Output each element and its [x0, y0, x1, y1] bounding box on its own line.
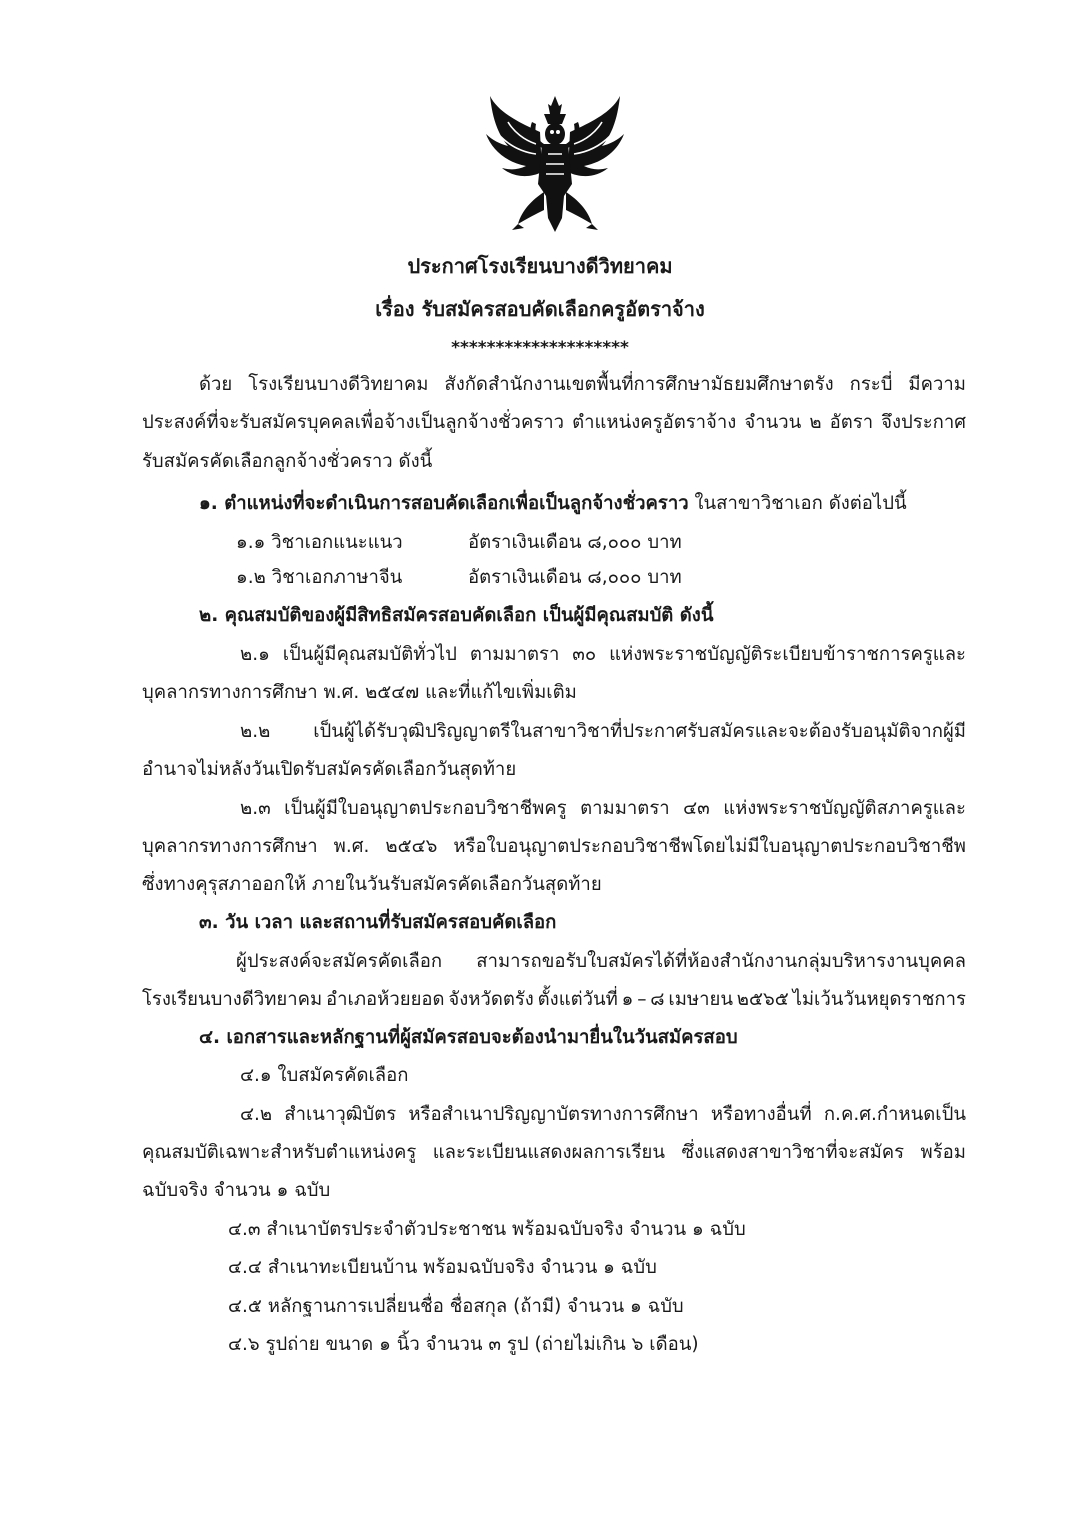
word: ๒๕๖๕ — [736, 989, 789, 1010]
word: เป็นผู้มีใบอนุญาตประกอบวิชาชีพครู — [284, 798, 567, 819]
word: ๔.๒ — [240, 1104, 273, 1125]
section-4-item-2-line-2 — [142, 1141, 966, 1165]
word: คุณสมบัติเฉพาะสำหรับตำแหน่งครู — [142, 1142, 417, 1163]
garuda-emblem-icon — [478, 92, 632, 240]
word: ๒.๓ — [240, 798, 271, 819]
intro-line-1 — [199, 373, 966, 397]
word: ตามมาตรา — [469, 644, 560, 665]
word: มีความ — [908, 374, 966, 395]
word: ๘ — [650, 989, 665, 1010]
word: สามารถขอรับใบสมัครได้ที่ห้องสำนักงานกลุ่มบริหารงานบุคคล — [476, 951, 966, 972]
word: จำนวน — [744, 412, 802, 433]
word: ๒๕๔๖ — [385, 836, 438, 857]
word: หรือสำเนาปริญญาบัตรทางการศึกษา — [408, 1104, 699, 1125]
section-4-item-1: ๔.๑ ใบสมัครคัดเลือก — [240, 1065, 409, 1086]
section-3-line-1 — [236, 950, 966, 974]
word: บุคลากรทางการศึกษา — [142, 836, 318, 857]
section-2-1-line-2: บุคลากรทางการศึกษา พ.ศ. ๒๕๔๗ และที่แก้ไขเพิ่มเติม — [142, 682, 577, 703]
word: หรือใบอนุญาตประกอบวิชาชีพโดยไม่มีใบอนุญาตประกอบวิชาชีพ — [453, 836, 966, 857]
section-4-item-4: ๔.๔ สำเนาทะเบียนบ้าน พร้อมฉบับจริง จำนวน ๑ ฉบับ — [228, 1257, 657, 1278]
word: ประสงค์ที่จะรับสมัครบุคคลเพื่อจ้างเป็นลูกจ้างชั่วคราว — [142, 412, 565, 433]
word: เป็นผู้มีคุณสมบัติทั่วไป — [282, 644, 457, 665]
word: พร้อม — [920, 1142, 966, 1163]
section-1-item-2-rate: อัตราเงินเดือน ๘,๐๐๐ บาท — [468, 567, 682, 588]
word: ผู้ประสงค์จะสมัครคัดเลือก — [236, 951, 443, 972]
word: ๒ — [809, 412, 822, 433]
section-4-item-3: ๔.๓ สำเนาบัตรประจำตัวประชาชน พร้อมฉบับจริง จำนวน ๑ ฉบับ — [228, 1219, 746, 1240]
word: กระบี่ — [849, 374, 893, 395]
word: แห่งพระราชบัญญัติสภาครูและ — [723, 798, 966, 819]
word: อัตรา — [829, 412, 874, 433]
section-4-item-6: ๔.๖ รูปถ่าย ขนาด ๑ นิ้ว จำนวน ๓ รูป (ถ่ายไม่เกิน ๖ เดือน) — [228, 1334, 699, 1355]
word: ๓๐ — [572, 644, 597, 665]
section-1-item-1-subject: ๑.๑ วิชาเอกแนะแนว — [236, 532, 403, 553]
section-2-3-line-2 — [142, 835, 966, 859]
word: เมษายน — [668, 989, 733, 1010]
section-1-heading — [199, 492, 907, 516]
word: ตำแหน่งครูอัตราจ้าง — [572, 412, 737, 433]
word: ๒.๑ — [240, 644, 270, 665]
section-1-item-1-rate: อัตราเงินเดือน ๘,๐๐๐ บาท — [468, 532, 682, 553]
section-4-item-2-line-1 — [240, 1103, 966, 1127]
word: ไม่เว้นวันหยุดราชการ — [792, 989, 966, 1010]
section-2-3-line-3: ซึ่งทางคุรุสภาออกให้ ภายในวันรับสมัครคัดเลือกวันสุดท้าย — [142, 874, 602, 895]
word: ซึ่งแสดงสาขาวิชาที่จะสมัคร — [681, 1142, 905, 1163]
word: ๔๓ — [683, 798, 710, 819]
word: และระเบียนแสดงผลการเรียน — [432, 1142, 666, 1163]
word: สำเนาวุฒิบัตร — [284, 1104, 397, 1125]
section-4-item-5: ๔.๕ หลักฐานการเปลี่ยนชื่อ ชื่อสกุล (ถ้ามี) จำนวน ๑ ฉบับ — [228, 1296, 684, 1317]
intro-line-3: รับสมัครคัดเลือกลูกจ้างชั่วคราว ดังนี้ — [142, 451, 433, 472]
word: หรือทางอื่นที่ — [710, 1104, 812, 1125]
word: – — [637, 989, 647, 1010]
word: ๒.๒ — [240, 721, 271, 742]
word: ๑ — [621, 989, 634, 1010]
announcement-title: ประกาศโรงเรียนบางดีวิทยาคม — [407, 254, 673, 278]
word: ตั้งแต่วันที่ — [537, 989, 618, 1010]
section-2-3-line-1 — [240, 797, 966, 821]
section-2-2-line-1 — [240, 720, 966, 744]
word: ด้วย — [199, 374, 233, 395]
section-1-item-2-subject: ๑.๒ วิชาเอกภาษาจีน — [236, 567, 403, 588]
section-1-heading-bold: ๑. ตำแหน่งที่จะดำเนินการสอบคัดเลือกเพื่อเป็นลูกจ้างชั่วคราว — [199, 493, 689, 514]
announcement-subject: เรื่อง รับสมัครสอบคัดเลือกครูอัตราจ้าง — [375, 297, 705, 321]
word: จึงประกาศ — [881, 412, 966, 433]
section-4-heading: ๔. เอกสารและหลักฐานที่ผู้สมัครสอบจะต้องนำมายื่นในวันสมัครสอบ — [199, 1027, 738, 1048]
word: พ.ศ. — [333, 836, 370, 857]
word: สังกัดสำนักงานเขตพื้นที่การศึกษามัธยมศึกษาตรัง — [444, 374, 834, 395]
section-2-2-line-2: อำนาจไม่หลังวันเปิดรับสมัครคัดเลือกวันสุดท้าย — [142, 759, 517, 780]
intro-line-2 — [142, 411, 966, 435]
section-3-line-2 — [142, 988, 966, 1012]
section-2-1-line-1 — [240, 643, 966, 667]
section-3-heading: ๓. วัน เวลา และสถานที่รับสมัครสอบคัดเลือก — [199, 912, 557, 933]
word: แห่งพระราชบัญญัติระเบียบข้าราชการครูและ — [609, 644, 966, 665]
word: โรงเรียนบางดีวิทยาคม — [248, 374, 429, 395]
title-separator: ******************** — [451, 338, 629, 358]
section-2-heading: ๒. คุณสมบัติของผู้มีสิทธิสมัครสอบคัดเลือก เป็นผู้มีคุณสมบัติ ดังนี้ — [199, 605, 714, 626]
word: อำเภอห้วยยอด — [326, 989, 445, 1010]
word: เป็นผู้ได้รับวุฒิปริญญาตรีในสาขาวิชาที่ประกาศรับสมัครและจะต้องรับอนุมัติจากผู้มี — [313, 721, 966, 742]
word: ตามมาตรา — [580, 798, 670, 819]
word: โรงเรียนบางดีวิทยาคม — [142, 989, 323, 1010]
section-1-heading-rest: ในสาขาวิชาเอก ดังต่อไปนี้ — [688, 493, 907, 514]
section-4-item-2-line-3: ฉบับจริง จำนวน ๑ ฉบับ — [142, 1180, 331, 1201]
word: จังหวัดตรัง — [448, 989, 534, 1010]
word: ก.ค.ศ.กำหนดเป็น — [823, 1104, 966, 1125]
